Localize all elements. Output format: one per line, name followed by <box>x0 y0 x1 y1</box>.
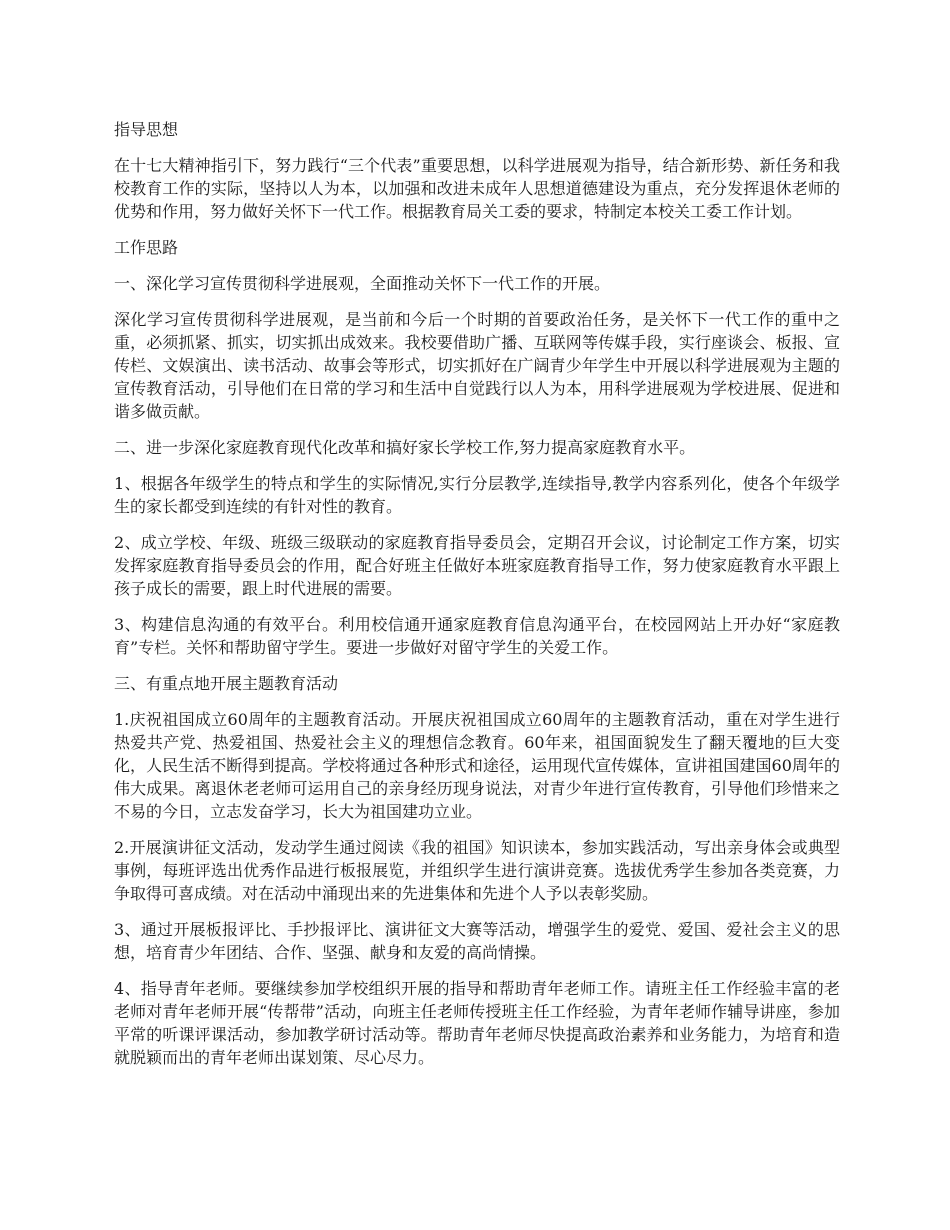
section-2-item-1: 1、根据各年级学生的特点和学生的实际情况,实行分层教学,连续指导,教学内容系列化，使各个年级学生的家长都受到连续的有针对性的教育。 <box>114 474 840 516</box>
section-2-item-2: 2、成立学校、年级、班级三级联动的家庭教育指导委员会，定期召开会议，讨论制定工作方案，切实发挥家庭教育指导委员会的作用，配合好班主任做好本班家庭教育指导工作，努力使家庭教育水平跟上孩子成长的需要，跟上时代进展的需要。 <box>114 533 840 598</box>
section-3-item-2: 2.开展演讲征文活动，发动学生通过阅读《我的祖国》知识读本，参加实践活动，写出亲身体会或典型事例，每班评选出优秀作品进行板报展览，并组织学生进行演讲竞赛。选拔优秀学生参加各类竞赛，力争取得可喜成绩。对在活动中涌现出来的先进集体和先进个人予以表彰奖励。 <box>114 838 840 903</box>
heading-guiding-ideology: 指导思想 <box>114 120 179 139</box>
section-1-title: 一、深化学习宣传贯彻科学进展观，全面推动关怀下一代工作的开展。 <box>114 274 611 293</box>
section-1-body: 深化学习宣传贯彻科学进展观，是当前和今后一个时期的首要政治任务，是关怀下一代工作的重中之重，必须抓紧、抓实，切实抓出成效来。我校要借助广播、互联网等传媒手段，实行座谈会、板报、宣传栏、文娱演出、读书活动、故事会等形式，切实抓好在广阔青少年学生中开展以科学进展观为主题的宣传教育活动，引导他们在日常的学习和生活中自觉践行以人为本，用科学进展观为学校进展、促进和谐多做贡献。 <box>114 310 840 421</box>
document-body <box>114 118 840 1082</box>
heading-work-approach: 工作思路 <box>114 238 179 257</box>
section-3-item-3: 3、通过开展板报评比、手抄报评比、演讲征文大赛等活动，增强学生的爱党、爱国、爱社会主义的思想，培育青少年团结、合作、坚强、献身和友爱的高尚情操。 <box>114 920 840 962</box>
section-2-title: 二、进一步深化家庭教育现代化改革和搞好家长学校工作,努力提高家庭教育水平。 <box>114 438 696 457</box>
section-3-item-1: 1.庆祝祖国成立60周年的主题教育活动。开展庆祝祖国成立60周年的主题教育活动，重在对学生进行热爱共产党、热爱祖国、热爱社会主义的理想信念教育。60年来，祖国面貌发生了翻天覆地的巨大变化，人民生活不断得到提高。学校将通过各种形式和途径，运用现代宣传媒体，宣讲祖国建国60周年的伟大成果。离退休老老师可运用自己的亲身经历现身说法，对青少年进行宣传教育，引导他们珍惜来之不易的今日，立志发奋学习，长大为祖国建功立业。 <box>114 710 840 821</box>
section-3-title: 三、有重点地开展主题教育活动 <box>114 674 339 693</box>
section-3-item-4: 4、指导青年老师。要继续参加学校组织开展的指导和帮助青年老师工作。请班主任工作经验丰富的老老师对青年老师开展“传帮带”活动，向班主任老师传授班主任工作经验，为青年老师作辅导讲座，参加平常的听课评课活动，参加教学研讨活动等。帮助青年老师尽快提高政治素养和业务能力，为培育和造就脱颖而出的青年老师出谋划策、尽心尽力。 <box>114 979 840 1067</box>
paragraph-guiding-ideology: 在十七大精神指引下，努力践行“三个代表”重要思想，以科学进展观为指导，结合新形势、新任务和我校教育工作的实际，坚持以人为本，以加强和改进未成年人思想道德建设为重点，充分发挥退休老师的优势和作用，努力做好关怀下一代工作。根据教育局关工委的要求，特制定本校关工委工作计划。 <box>114 156 840 221</box>
section-2-item-3: 3、构建信息沟通的有效平台。利用校信通开通家庭教育信息沟通平台，在校园网站上开办好“家庭教育”专栏。关怀和帮助留守学生。要进一步做好对留守学生的关爱工作。 <box>114 615 840 657</box>
